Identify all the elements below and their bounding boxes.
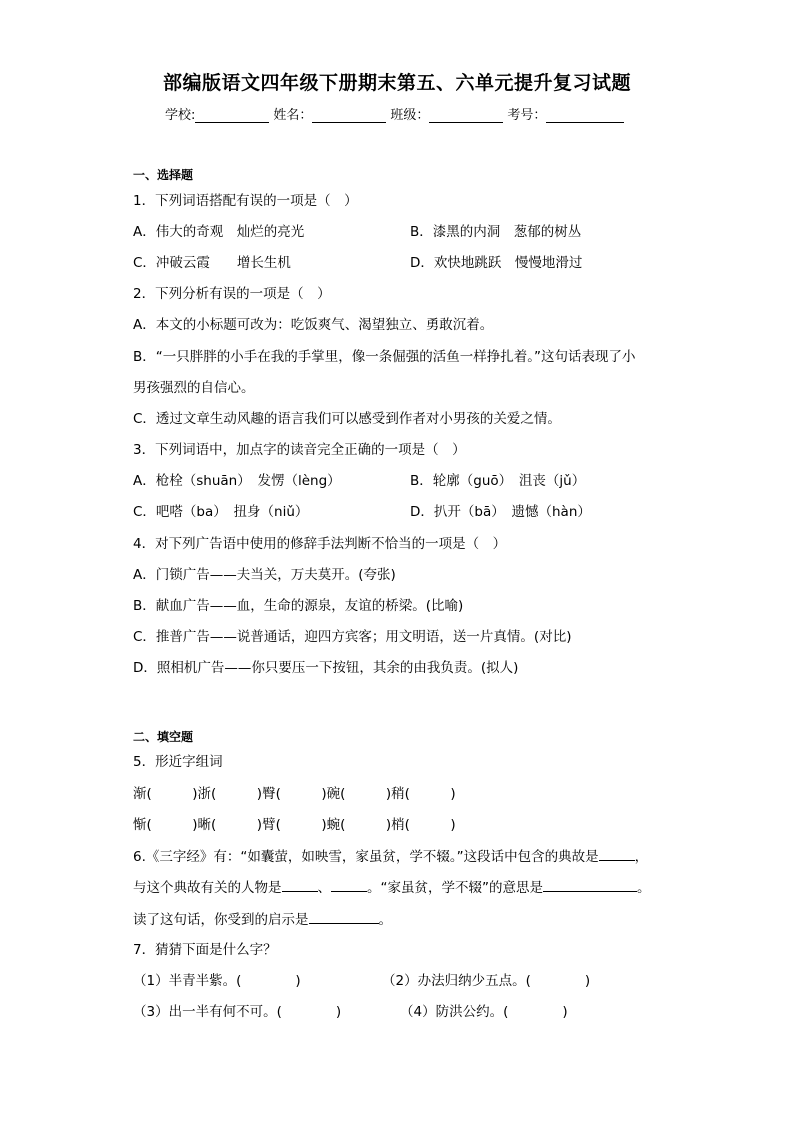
school-label: 学校: <box>165 108 196 123</box>
q1-stem: 1．下列词语搭配有误的一项是（ ） <box>133 193 358 209</box>
exam-title: 部编版语文四年级下册期末第五、六单元提升复习试题 <box>162 72 631 94</box>
class-blank[interactable] <box>429 108 503 123</box>
name-label: 姓名： <box>273 108 313 123</box>
q4-option-a[interactable]: A．门锁广告——夫当关，万夫莫开。(夸张) <box>133 567 396 583</box>
number-blank[interactable] <box>546 108 624 123</box>
q1-option-c[interactable]: C．冲破云霞 增长生机 <box>133 255 291 271</box>
q3-option-d[interactable]: D．扒开（bā） 遗憾（hàn） <box>410 504 591 520</box>
q4-option-d[interactable]: D．照相机广告——你只要压一下按钮，其余的由我负责。(拟人) <box>133 660 519 676</box>
q6-text-4: 读了这句话，你受到的启示是 <box>133 912 309 928</box>
q6-text-2: 与这个典故有关的人物是 <box>133 880 282 896</box>
q1-option-d[interactable]: D．欢快地跳跃 慢慢地滑过 <box>410 255 583 271</box>
q2-stem: 2．下列分析有误的一项是（ ） <box>133 286 331 302</box>
section-choice-heading: 一、选择题 <box>133 168 194 182</box>
q5-stem: 5．形近字组词 <box>133 754 223 770</box>
q6-blank-person-2[interactable] <box>331 877 367 892</box>
q1-option-b[interactable]: B．漆黑的内洞 葱郁的树丛 <box>410 224 582 240</box>
q6-line-1 <box>133 846 648 867</box>
q5-row-2[interactable]: 惭( )晰( )臂( )蜿( )梢( ) <box>133 817 456 833</box>
number-label: 考号： <box>507 108 547 123</box>
q6-text-1: 6.《三字经》有：“如囊萤，如映雪，家虽贫，学不辍。”这段话中包含的典故是 <box>133 849 599 865</box>
q4-option-c[interactable]: C．推普广告——说普通话，迎四方宾客；用文明语，送一片真情。(对比) <box>133 629 572 645</box>
q7-item-4[interactable]: （4）防洪公约。( ) <box>400 1004 568 1020</box>
q3-option-a[interactable]: A．枪栓（shuān） 发愣（lèng） <box>133 473 341 489</box>
q2-option-c[interactable]: C．透过文章生动风趣的语言我们可以感受到作者对小男孩的关爱之情。 <box>133 411 561 427</box>
q6-comma: ， <box>634 849 649 865</box>
q1-option-a[interactable]: A．伟大的奇观 灿烂的亮光 <box>133 224 305 240</box>
q6-sep: 、 <box>317 880 331 896</box>
q6-blank-person-1[interactable] <box>282 877 318 892</box>
q3-option-b[interactable]: B．轮廓（guō） 沮丧（jǔ） <box>410 473 586 489</box>
q7-stem: 7．猜猜下面是什么字？ <box>133 942 277 958</box>
q4-stem: 4．对下列广告语中使用的修辞手法判断不恰当的一项是（ ） <box>133 536 507 552</box>
q4-option-b[interactable]: B．献血广告——血，生命的源泉，友谊的桥梁。(比喻) <box>133 598 464 614</box>
q5-row-1[interactable]: 渐( )浙( )臀( )碗( )稍( ) <box>133 786 456 802</box>
section-fill-heading: 二、填空题 <box>133 730 194 744</box>
q2-option-a[interactable]: A．本文的小标题可改为：吃饭爽气、渴望独立、勇敢沉着。 <box>133 317 494 333</box>
q3-stem: 3．下列词语中，加点字的读音完全正确的一项是（ ） <box>133 442 466 458</box>
q6-blank-allusion[interactable] <box>599 846 635 861</box>
student-info-row <box>165 104 628 123</box>
class-label: 班级： <box>390 108 430 123</box>
q7-item-1[interactable]: （1）半青半紫。( ) <box>133 973 301 989</box>
q2-option-b[interactable]: B．“一只胖胖的小手在我的手掌里，像一条倔强的活鱼一样挣扎着。”这句话表现了小 <box>133 349 636 365</box>
q6-end: 。 <box>378 912 392 928</box>
school-blank[interactable] <box>195 108 269 123</box>
q6-period: 。 <box>637 880 651 896</box>
name-blank[interactable] <box>312 108 386 123</box>
q2-option-b-cont: 男孩强烈的自信心。 <box>133 380 255 396</box>
q6-line-3 <box>133 909 392 930</box>
q6-blank-inspiration[interactable] <box>309 909 379 924</box>
q6-line-2 <box>133 877 651 898</box>
q6-blank-meaning[interactable] <box>543 877 637 892</box>
q3-option-c[interactable]: C．吧嗒（ba） 扭身（niǔ） <box>133 504 309 520</box>
q7-item-2[interactable]: （2）办法归纳少五点。( ) <box>382 973 591 989</box>
q7-item-3[interactable]: （3）出一半有何不可。( ) <box>133 1004 342 1020</box>
q6-text-3: 。“家虽贫，学不辍”的意思是 <box>367 880 543 896</box>
